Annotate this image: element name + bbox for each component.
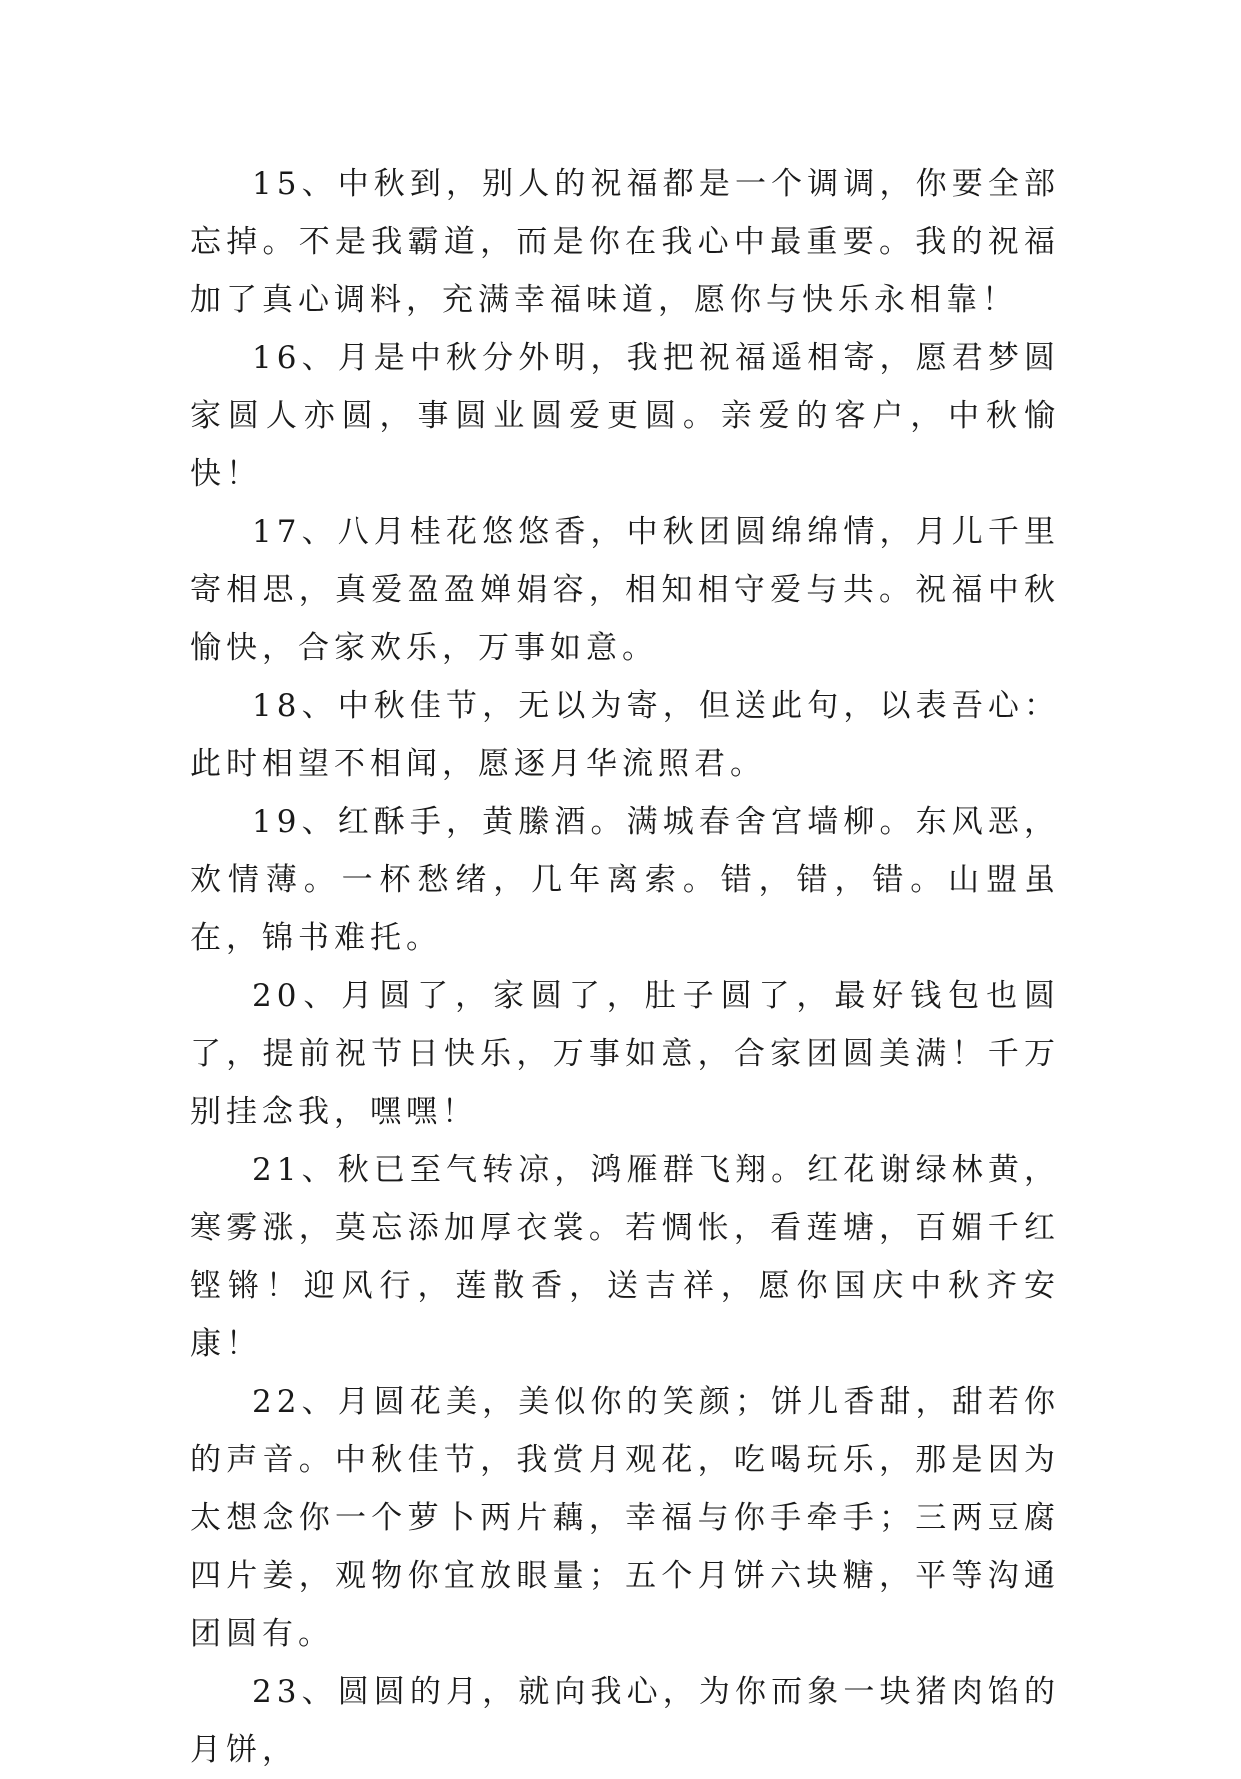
paragraph-22: 22、月圆花美，美似你的笑颜；饼儿香甜，甜若你的声音。中秋佳节，我赏月观花，吃喝玩乐，那是因为太想念你一个萝卜两片藕，幸福与你手牵手；三两豆腐四片姜，观物你宜放眼量；五个月饼六块糖，平等沟通团圆有。 [190, 1384, 1060, 1652]
paragraph-17: 17、八月桂花悠悠香，中秋团圆绵绵情，月儿千里寄相思，真爱盈盈婵娟容，相知相守爱与共。祝福中秋愉快，合家欢乐，万事如意。 [190, 514, 1060, 666]
paragraph-21: 21、秋已至气转凉，鸿雁群飞翔。红花谢绿林黄，寒雾涨，莫忘添加厚衣裳。若惆怅，看莲塘，百媚千红铿锵！迎风行，莲散香，送吉祥，愿你国庆中秋齐安康！ [190, 1152, 1060, 1362]
paragraph-18: 18、中秋佳节，无以为寄，但送此句，以表吾心：此时相望不相闻，愿逐月华流照君。 [190, 688, 1060, 782]
paragraph-15: 15、中秋到，别人的祝福都是一个调调，你要全部忘掉。不是我霸道，而是你在我心中最重要。我的祝福加了真心调料，充满幸福味道，愿你与快乐永相靠！ [190, 166, 1060, 318]
document-body [190, 155, 1060, 1779]
paragraph-19: 19、红酥手，黄縢酒。满城春舍宫墙柳。东风恶，欢情薄。一杯愁绪，几年离索。错，错，错。山盟虽在，锦书难托。 [190, 804, 1060, 956]
paragraph-20: 20、月圆了，家圆了，肚子圆了，最好钱包也圆了，提前祝节日快乐，万事如意，合家团圆美满！千万别挂念我，嘿嘿！ [190, 978, 1060, 1130]
paragraph-16: 16、月是中秋分外明，我把祝福遥相寄，愿君梦圆家圆人亦圆，事圆业圆爱更圆。亲爱的客户，中秋愉快！ [190, 340, 1060, 492]
paragraph-23: 23、圆圆的月，就向我心，为你而象一块猪肉馅的月饼， [190, 1674, 1060, 1768]
